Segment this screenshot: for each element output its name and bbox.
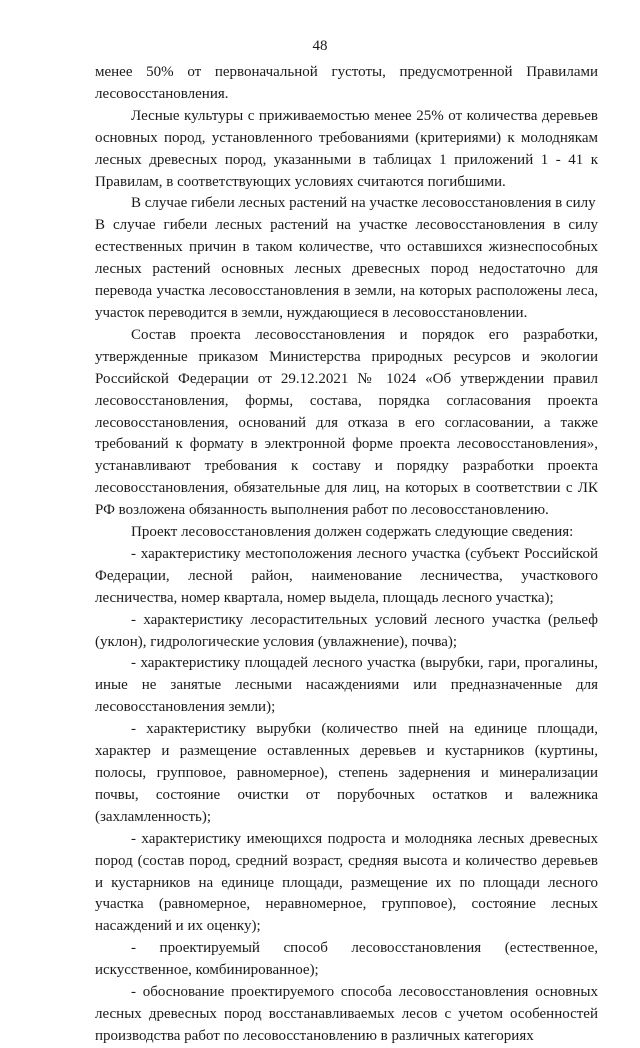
list-item: - проектируемый способ лесовосстановления (естественное, искусственное, комбинированное); <box>95 940 598 979</box>
document-body <box>95 62 598 1048</box>
list-item: - характеристику площадей лесного участка (вырубки, гари, прогалины, иные не занятые лесными насаждениями или предназначенные для лесовосстановления земли); <box>95 655 598 716</box>
paragraph: В случае гибели лесных растений на участке лесовосстановления в силу естественных причин в таком количестве, что оставшихся жизнеспособных лесных растений основных лесных древесных пород недостаточно для перевода участка лесовосстановления в земли, на которых расположены леса, участок переводится в земли, нуждающиеся в лесовосстановлении. <box>95 217 598 321</box>
paragraph: Состав проекта лесовосстановления и порядок его разработки, утвержденные приказом Министерства природных ресурсов и экологии Российской Федерации от 29.12.2021 № 1024 «Об утверждении правил лесовосстановления, формы, состава, порядка согласования проекта лесовосстановления, оснований для отказа в его согласовании, а также требований к формату в электронной форме проекта лесовосстановления», устанавливают требования к составу и порядку разработки проекта лесовосстановления, обязательные для лиц, на которых в соответствии с ЛК РФ возложена обязанность выполнения работ по лесовосстановлению. <box>95 326 598 519</box>
list-item: - обоснование проектируемого способа лесовосстановления основных лесных древесных пород восстанавливаемых лесов с учетом особенностей производства работ по лесовосстановлению в различных категориях <box>95 984 598 1044</box>
paragraph: Лесные культуры с приживаемостью менее 25% от количества деревьев основных пород, установленного требованиями (критериями) к молоднякам лесных древесных пород, указанными в таблицах 1 приложений 1 - 41 к Правилам, в соответствующих условиях считаются погибшими. <box>95 107 598 190</box>
paragraph: В случае гибели лесных растений на участке лесовосстановления в силу <box>131 195 596 212</box>
page-number: 48 <box>312 38 328 54</box>
list-item: - характеристику имеющихся подроста и молодняка лесных древесных пород (состав пород, средний возраст, средняя высота и количество деревьев и кустарников на единице площади, размещение их по площади лесного участка (равномерное, неравномерное, групповое), состояние лесных насаждений и их оценку); <box>95 830 598 935</box>
list-item: - характеристику вырубки (количество пней на единице площади, характер и размещение оставленных деревьев и кустарников (куртины, полосы, групповое, равномерное), степень задернения и минерализации почвы, состояние очистки от порубочных остатков и валежника (захламленность); <box>95 721 598 825</box>
paragraph: менее 50% от первоначальной густоты, предусмотренной Правилами лесовосстановления. <box>95 64 598 102</box>
list-item: - характеристику лесорастительных условий лесного участка (рельеф (уклон), гидрологические условия (увлажнение), почва); <box>95 611 598 650</box>
list-item: - характеристику местоположения лесного участка (субъект Российской Федерации, лесной район, наименование лесничества, участкового лесничества, номер квартала, номер выдела, площадь лесного участка); <box>95 545 598 606</box>
paragraph: Проект лесовосстановления должен содержать следующие сведения: <box>131 524 574 541</box>
